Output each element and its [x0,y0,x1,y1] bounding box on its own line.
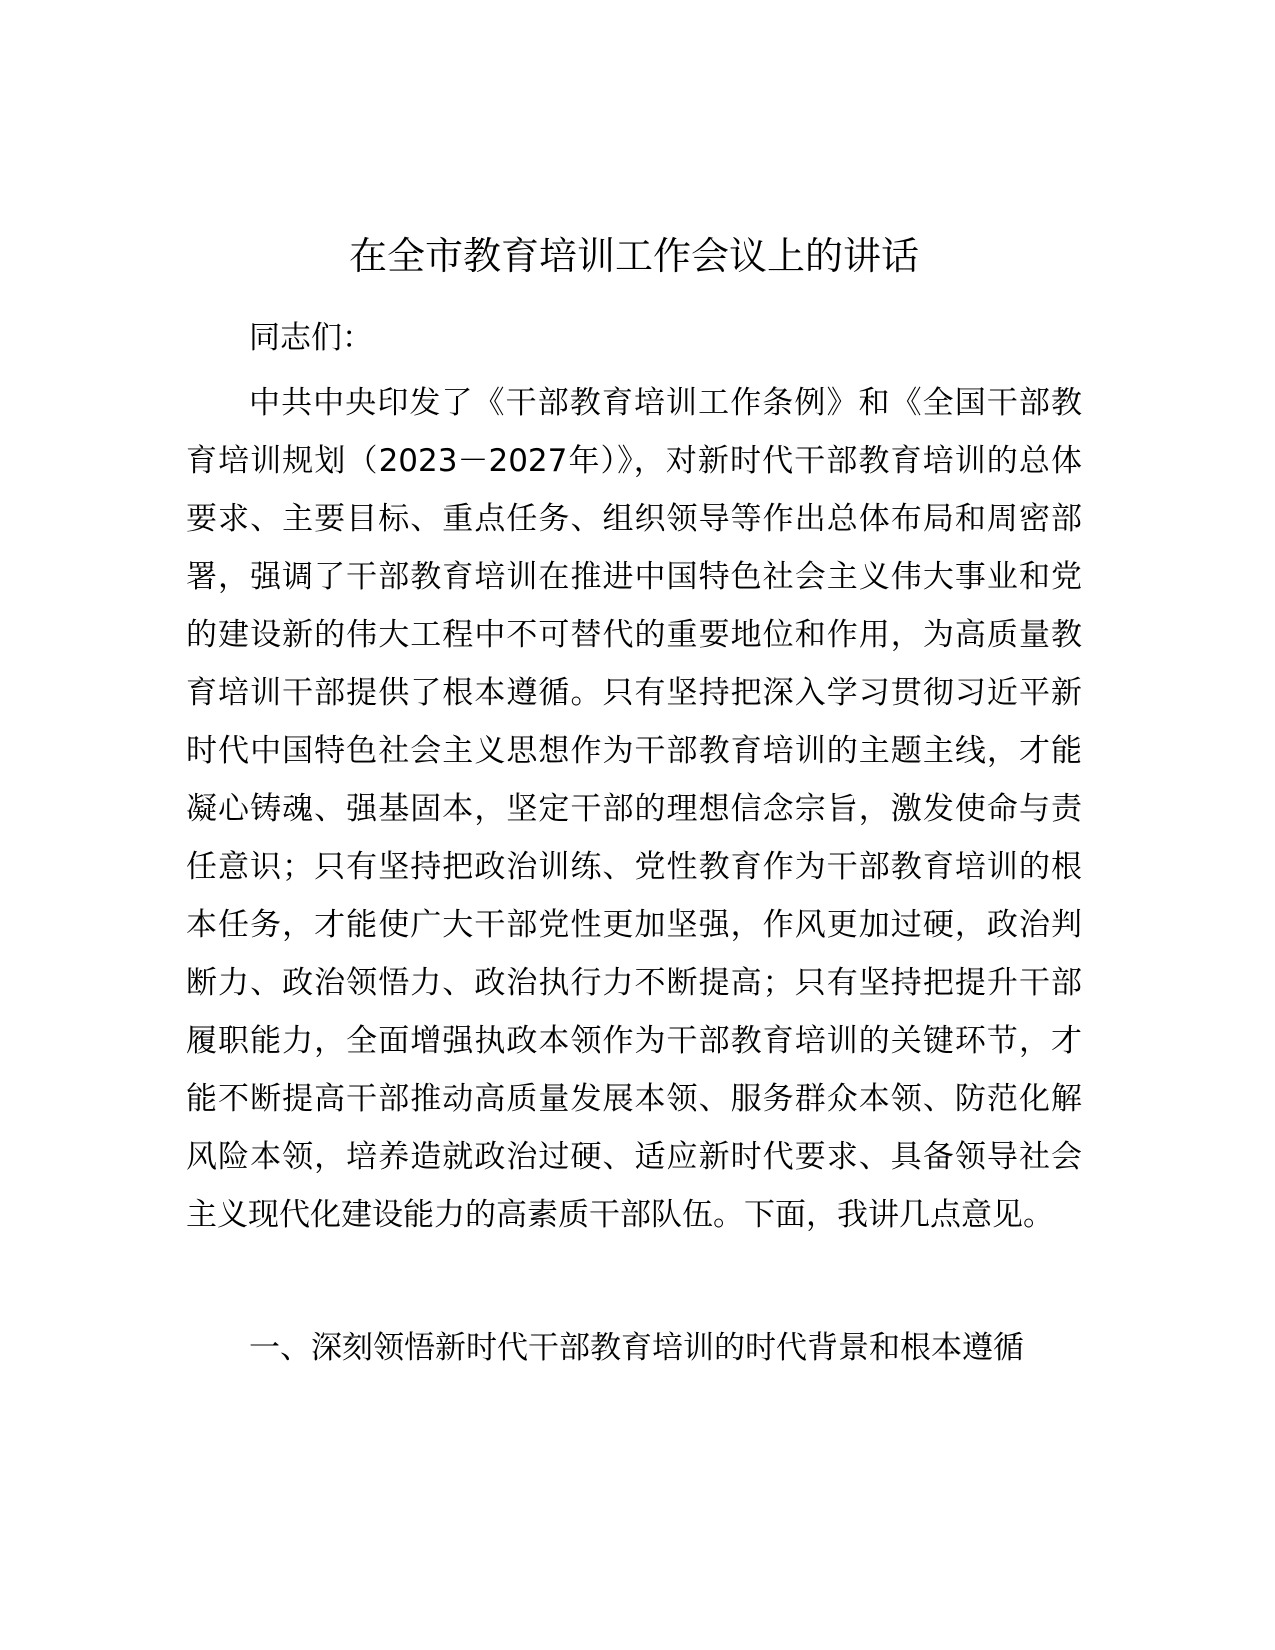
intro-paragraph: 中共中央印发了《干部教育培训工作条例》和《全国干部教育培训规划（2023－2027年）》，对新时代干部教育培训的总体要求、主要目标、重点任务、组织领导等作出总体布局和周密部署，强调了干部教育培训在推进中国特色社会主义伟大事业和党的建设新的伟大工程中不可替代的重要地位和作用，为高质量教育培训干部提供了根本遵循。只有坚持把深入学习贯彻习近平新时代中国特色社会主义思想作为干部教育培训的主题主线，才能凝心铸魂、强基固本，坚定干部的理想信念宗旨，激发使命与责任意识；只有坚持把政治训练、党性教育作为干部教育培训的根本任务，才能使广大干部党性更加坚强，作风更加过硬，政治判断力、政治领悟力、政治执行力不断提高；只有坚持把提升干部履职能力，全面增强执政本领作为干部教育培训的关键环节，才能不断提高干部推动高质量发展本领、服务群众本领、防范化解风险本领，培养造就政治过硬、适应新时代要求、具备领导社会主义现代化建设能力的高素质干部队伍。下面，我讲几点意见。 [186,385,1082,1233]
document-title: 在全市教育培训工作会议上的讲话 [348,234,919,278]
salutation: 同志们： [249,320,373,356]
section-heading-1: 一、深刻领悟新时代干部教育培训的时代背景和根本遵循 [249,1330,1024,1366]
